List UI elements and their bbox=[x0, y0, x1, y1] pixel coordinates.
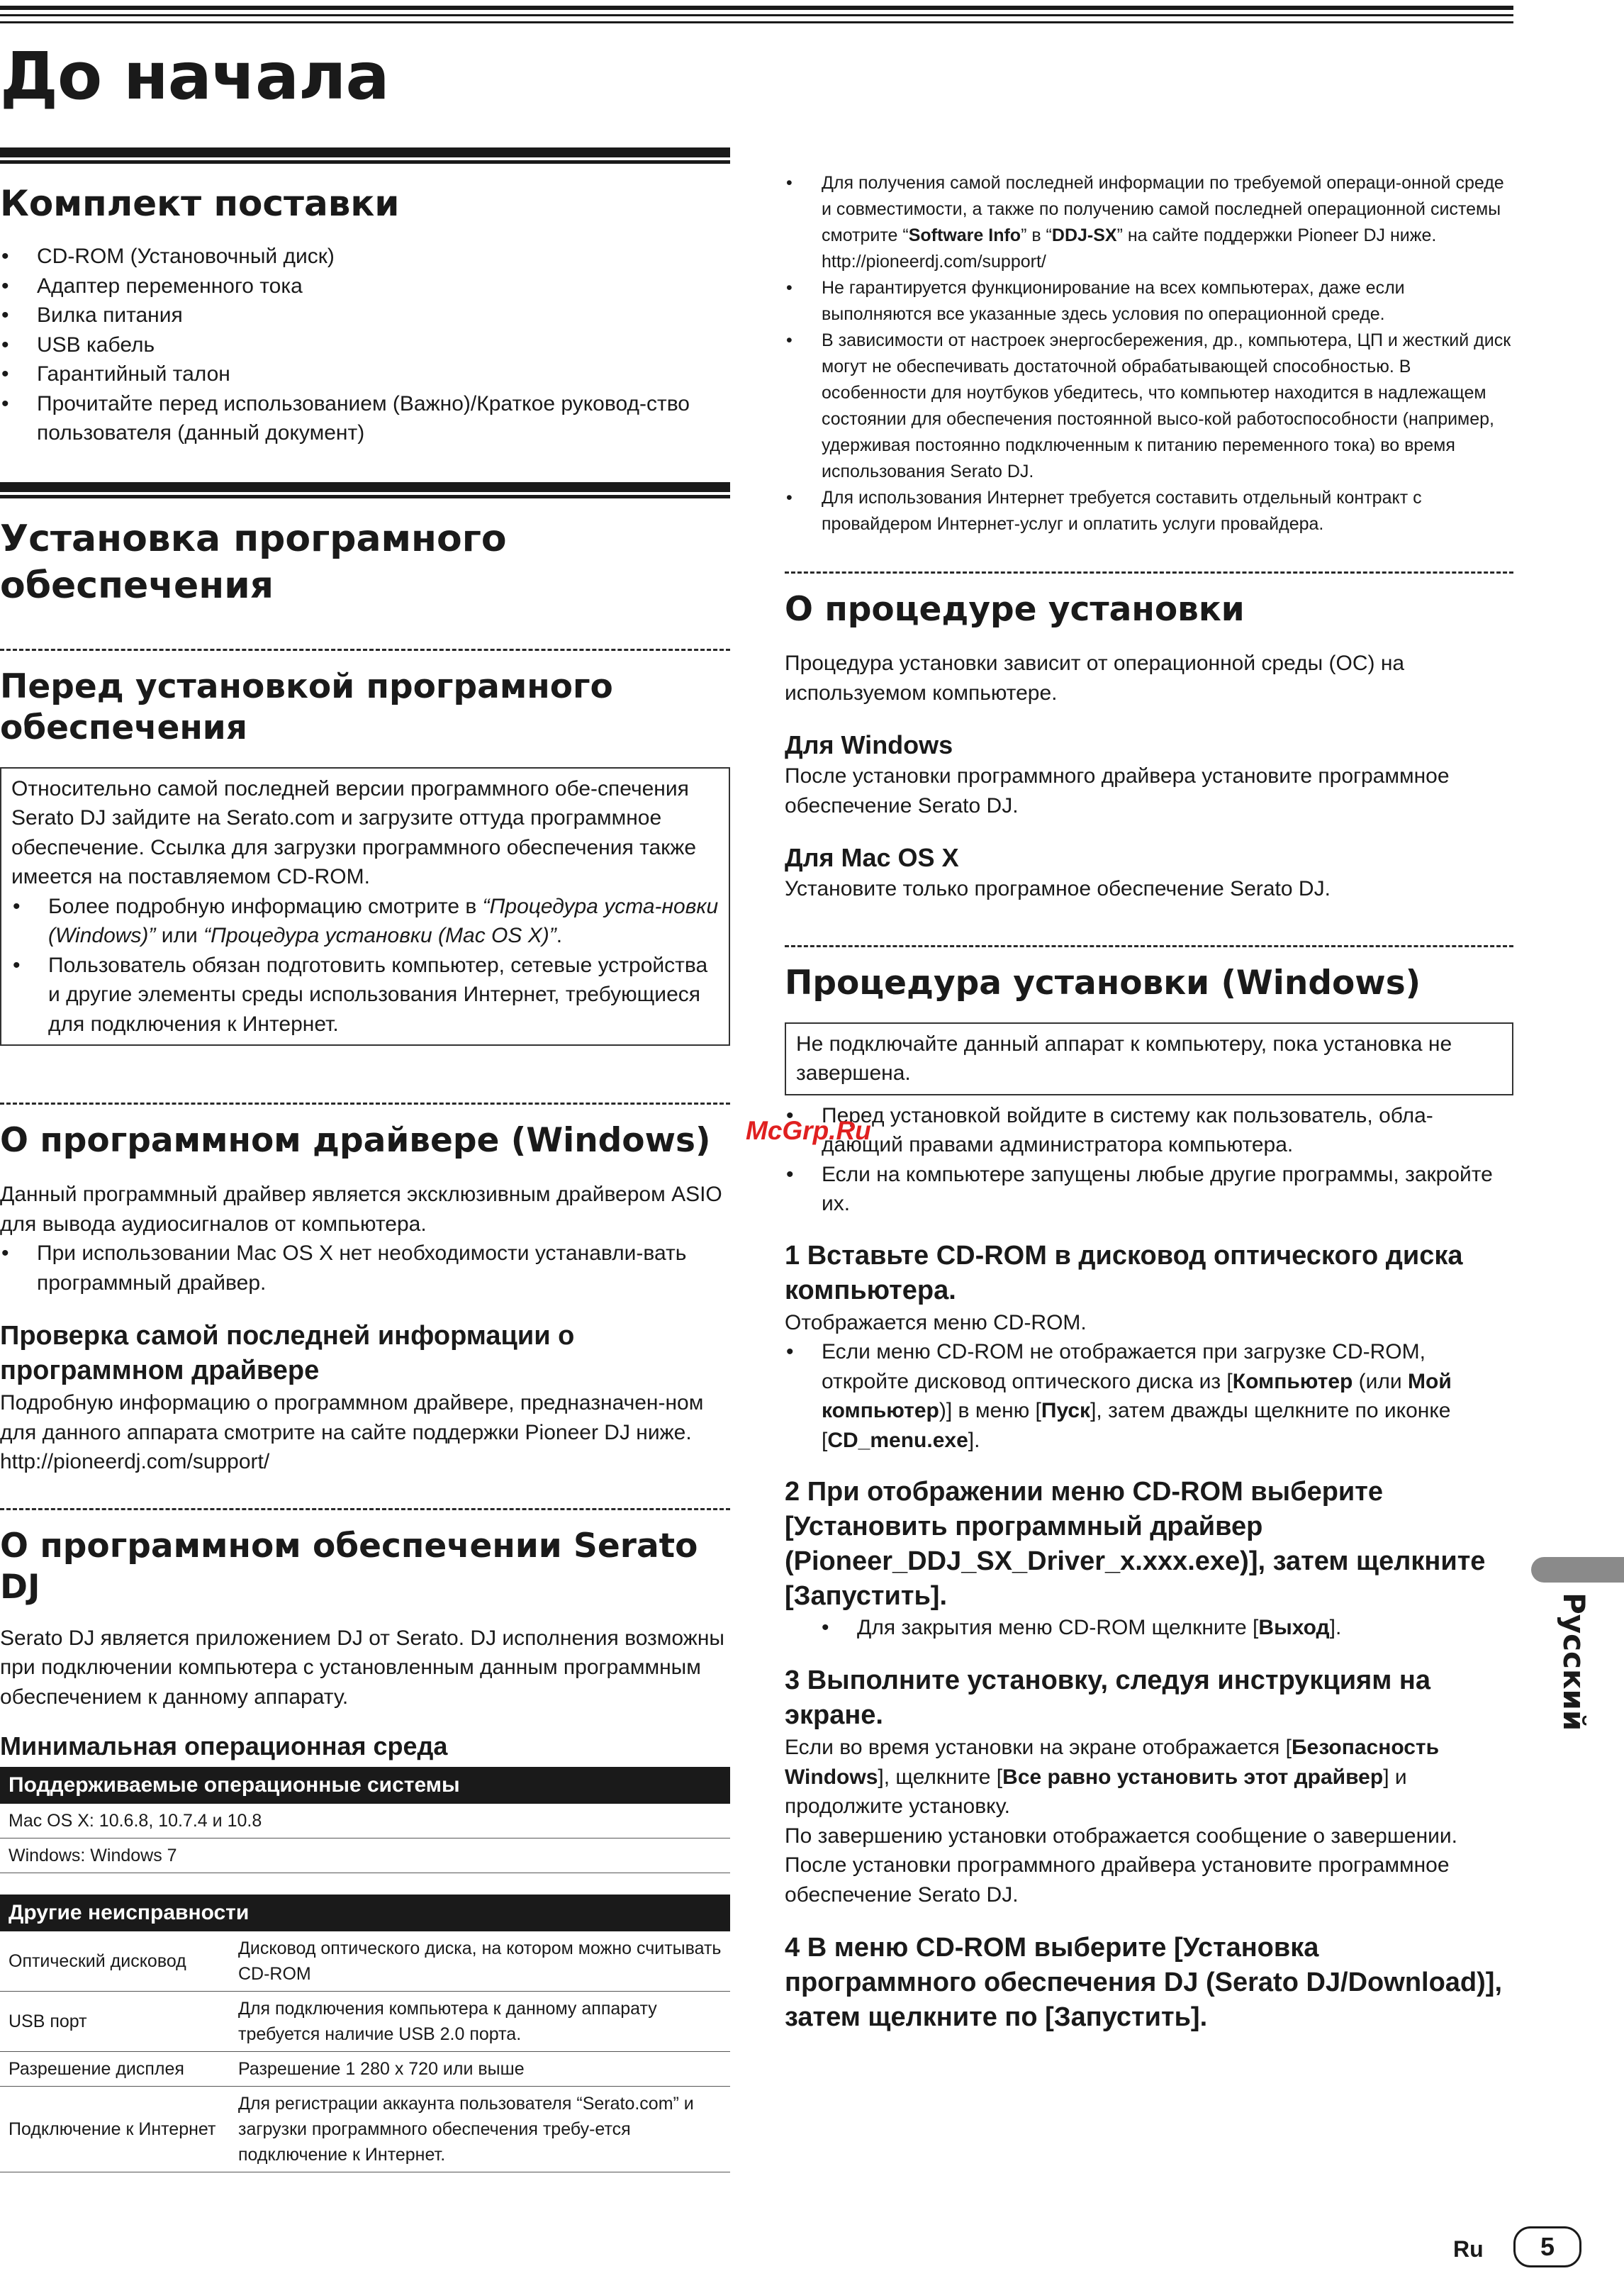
right-column bbox=[785, 170, 1513, 2035]
windows-text: После установки программного драйвера установите программное обеспечение Serato DJ. bbox=[785, 764, 1450, 818]
list-item: • CD-ROM (Установочный диск) bbox=[0, 242, 730, 272]
top-rule bbox=[0, 21, 1513, 23]
list-item: • Вилка питания bbox=[0, 301, 730, 330]
serato-text: Serato DJ является приложением DJ от Serato. DJ исполнения возможны при подключении компьютера с установленным данным программным обеспечением к данному аппарату. bbox=[0, 1626, 724, 1709]
step-1-title: 1 Вставьте CD-ROM в дисковод оптического диска компьютера. bbox=[785, 1240, 1463, 1305]
check-info-heading: Проверка самой последней информации о программном драйвере bbox=[0, 1321, 575, 1385]
list-item: • Перед установкой войдите в систему как пользователь, обла-дающий правами администратора компьютера. bbox=[785, 1101, 1513, 1160]
os-table bbox=[0, 1767, 730, 1873]
mac-text: Установите только програмное обеспечение Serato DJ. bbox=[785, 877, 1331, 900]
check-info-text: Подробную информацию о программном драйвере, предназначен-ном для данного аппарата смотрите на сайте поддержки Pioneer DJ ниже. bbox=[0, 1391, 704, 1444]
support-url[interactable]: http://pioneerdj.com/support/ bbox=[0, 1450, 270, 1473]
procedure-heading: О процедуре установки bbox=[785, 590, 1245, 629]
step-3-text: После установки программного драйвера установите программное обеспечение Serato DJ. bbox=[785, 1853, 1450, 1907]
list-item: • При использовании Mac OS X нет необходимости устанавли-вать программный драйвер. bbox=[0, 1239, 730, 1298]
table-cell: Windows: Windows 7 bbox=[0, 1838, 730, 1873]
package-list bbox=[0, 242, 730, 448]
language-tab-label: Русский bbox=[1557, 1592, 1591, 1731]
list-item: • Для получения самой последней информации по требуемой операци-онной среде и совместимости, а также по получению самой последней операционной системы смотрите “Software Info” в “DDJ-SX” на сайте поддержки Pioneer DJ ниже. http://pioneerdj.com/support/ bbox=[785, 170, 1513, 275]
section-rule bbox=[0, 147, 730, 164]
notes-list bbox=[785, 170, 1513, 537]
before-install-heading: Перед установкой програмного обеспечения bbox=[0, 666, 613, 747]
box-text: Относительно самой последней версии программного обе-спечения Serato DJ зайдите на Serato.com и загрузите оттуда программное обеспечение. Ссылка для загрузки программного обеспечения также имеется на поставляемом CD-ROM. bbox=[11, 776, 697, 888]
table-header: Поддерживаемые операционные системы bbox=[0, 1767, 730, 1804]
list-item: • Не гарантируется функционирование на всех компьютерах, даже если выполняются все указанные здесь условия по операционной среде. bbox=[785, 275, 1513, 328]
list-item: • Более подробную информацию смотрите в “Процедура уста-новки (Windows)” или “Процедура установки (Mac OS X)”. bbox=[11, 892, 720, 951]
windows-subheading: Для Windows bbox=[785, 730, 953, 759]
list-item: • USB кабель bbox=[0, 330, 730, 360]
list-item: • Если меню CD-ROM не отображается при загрузке CD-ROM, откройте дисковод оптического диска из [Компьютер (или Мой компьютер)] в меню [Пуск], затем дважды щелкните по иконке [CD_menu.exe]. bbox=[785, 1337, 1513, 1455]
info-box bbox=[0, 767, 730, 1047]
step-4-title: 4 В меню CD-ROM выберите [Установка программного обеспечения DJ (Serato DJ/Download)], затем щелкните по [Запустить]. bbox=[785, 1933, 1503, 2032]
table-header: Другие неисправности bbox=[0, 1895, 730, 1931]
list-item: • Гарантийный талон bbox=[0, 359, 730, 389]
watermark: McGrp.Ru bbox=[746, 1116, 871, 1145]
dashed-rule bbox=[0, 649, 730, 651]
dashed-rule bbox=[0, 1508, 730, 1510]
table-row: USB порт Для подключения компьютера к данному аппарату требуется наличие USB 2.0 порта. bbox=[0, 1992, 730, 2052]
install-heading: Установка програмного обеспечения bbox=[0, 517, 507, 607]
language-tab bbox=[1531, 1557, 1624, 1583]
dashed-rule bbox=[785, 571, 1513, 574]
list-item: • Пользователь обязан подготовить компьютер, сетевые устройства и другие элементы среды использования Интернет, требующиеся для подключения к Интернет. bbox=[11, 951, 720, 1039]
driver-text: Данный программный драйвер является эксклюзивным драйвером ASIO для вывода аудиосигналов от компьютера. bbox=[0, 1183, 722, 1236]
package-heading: Комплект поставки bbox=[0, 183, 400, 224]
serato-heading: О программном обеспечении Serato DJ bbox=[0, 1526, 698, 1607]
page-number: 5 bbox=[1513, 2226, 1581, 2267]
step-1-text: Отображается меню CD-ROM. bbox=[785, 1310, 1087, 1334]
list-item: • Адаптер переменного тока bbox=[0, 272, 730, 301]
table-row: Подключение к Интернет Для регистрации аккаунта пользователя “Serato.com” и загрузки программного обеспечения требу-ется подключение к Интернет. bbox=[0, 2087, 730, 2172]
list-item: • Для использования Интернет требуется составить отдельный контракт с провайдером Интернет-услуг и оплатить услуги провайдера. bbox=[785, 485, 1513, 537]
left-column bbox=[0, 147, 730, 2172]
table-cell: Mac OS X: 10.6.8, 10.7.4 и 10.8 bbox=[0, 1804, 730, 1838]
list-item: • Если на компьютере запущены любые другие программы, закройте их. bbox=[785, 1160, 1513, 1219]
procedure-text: Процедура установки зависит от операционной среды (ОС) на используемом компьютере. bbox=[785, 652, 1405, 705]
warning-box: Не подключайте данный аппарат к компьютеру, пока установка не завершена. bbox=[785, 1022, 1513, 1095]
footer-language: Ru bbox=[1453, 2236, 1484, 2262]
driver-heading: О программном драйвере (Windows) bbox=[0, 1121, 711, 1160]
section-rule bbox=[0, 482, 730, 498]
mac-subheading: Для Mac OS X bbox=[785, 843, 959, 872]
min-env-heading: Минимальная операционная среда bbox=[0, 1731, 448, 1761]
step-2-title: 2 При отображении меню CD-ROM выберите [Установить программный драйвер (Pioneer_DDJ_SX_Driver_x.xxx.exe)], затем щелкните [Запустить]. bbox=[785, 1477, 1486, 1611]
step-3-text: По завершению установки отображается сообщение о завершении. bbox=[785, 1824, 1458, 1848]
table-row: Оптический дисковод Дисковод оптического диска, на котором можно считывать CD-ROM bbox=[0, 1931, 730, 1992]
support-url[interactable]: http://pioneerdj.com/support/ bbox=[822, 252, 1046, 272]
list-item: • В зависимости от настроек энергосбережения, др., компьютера, ЦП и жесткий диск могут не обеспечивать достаточной обрабатывающей способностью. В особенности для ноутбуков убедитесь, что компьютер находится в надлежащем состоянии для обеспечения постоянной высо-кой работоспособности (например, удерживая постоянно подключенным к питанию переменного тока) во время использования Serato DJ. bbox=[785, 328, 1513, 485]
step-3-title: 3 Выполните установку, следуя инструкциям на экране. bbox=[785, 1665, 1430, 1730]
list-item: • Прочитайте перед использованием (Важно)/Краткое руковод-ство пользователя (данный документ) bbox=[0, 389, 730, 448]
top-rule bbox=[0, 6, 1513, 10]
step-3-text: Если во время установки на экране отображается [Безопасность Windows], щелкните [Все равно установить этот драйвер] и продолжите установку. bbox=[785, 1736, 1440, 1818]
other-table bbox=[0, 1895, 730, 2172]
dashed-rule bbox=[0, 1103, 730, 1105]
list-item: • Для закрытия меню CD-ROM щелкните [Выход]. bbox=[820, 1614, 1513, 1642]
top-rule bbox=[0, 14, 1513, 16]
page-title: До начала bbox=[0, 38, 389, 114]
dashed-rule bbox=[785, 945, 1513, 947]
win-procedure-heading: Процедура установки (Windows) bbox=[785, 963, 1421, 1003]
table-row: Разрешение дисплея Разрешение 1 280 x 720 или выше bbox=[0, 2052, 730, 2087]
